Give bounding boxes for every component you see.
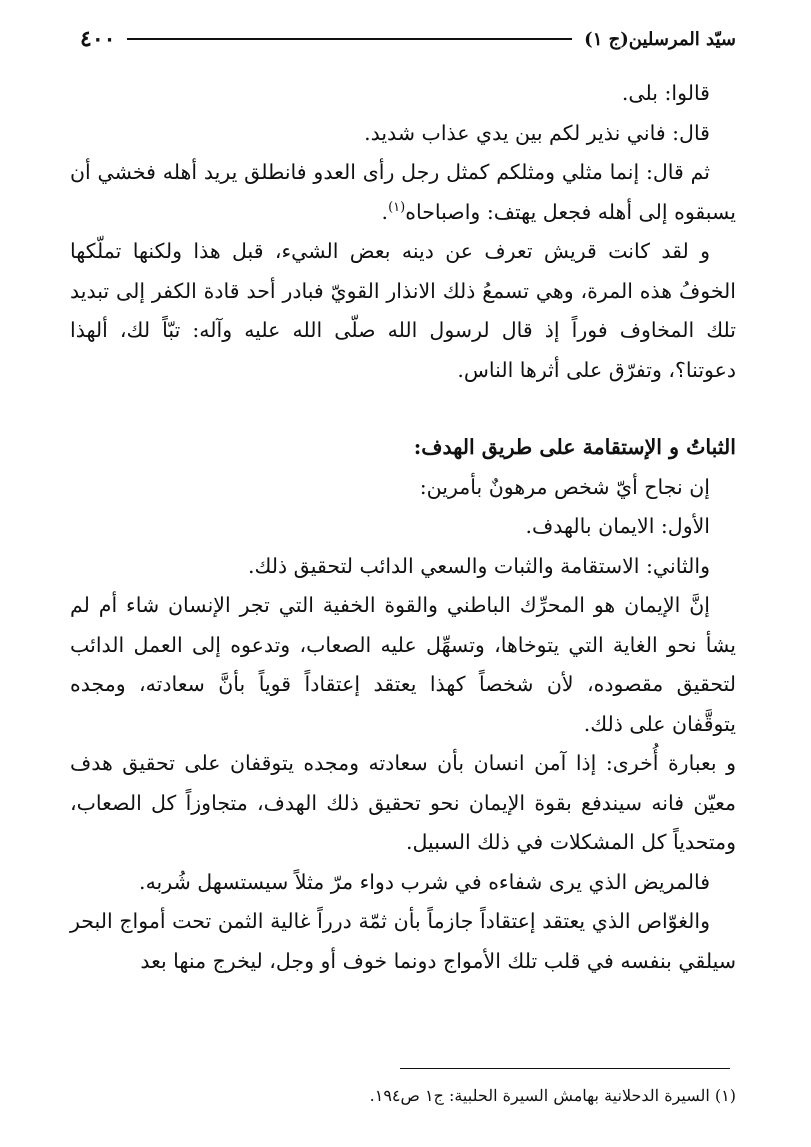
book-page	[70, 18, 736, 1128]
page-header	[70, 18, 736, 60]
paragraph: والغوّاص الذي يعتقد إعتقاداً جازماً بأن ثمّة درراً غالية الثمن تحت أمواج البحر سيلقي بنفسه في قلب تلك الأمواج دونما خوف أو وجل، ليخرج منها بعد	[70, 909, 736, 973]
paragraph: قالوا: بلى.	[621, 81, 710, 105]
paragraph-text: ثم قال: إنما مثلي ومثلكم كمثل رجل رأى العدو فانطلق يريد أهله فخشي أن يسبقوه إلى أهله فجعل يهتف: واصباحاه	[70, 160, 736, 224]
paragraph: فالمريض الذي يرى شفاءه في شرب دواء مرّ مثلاً سيستسهل شُربه.	[139, 869, 710, 894]
footnote-rule	[400, 1068, 730, 1069]
footnote-marker: (١)	[388, 199, 406, 215]
paragraph: الأول: الايمان بالهدف.	[525, 514, 710, 538]
paragraph: و بعبارة أُخرى: إذا آمن انسان بأن سعادته ومجده يتوقفان على تحقيق هدف معيّن فانه سيندفع بقوة الإيمان نحو تحقيق ذلك الهدف، متجاوزاً كل الصعاب، ومتحدياً كل المشكلات في ذلك السبيل.	[70, 751, 736, 854]
paragraph: إنَّ الإيمان هو المحرِّك الباطني والقوة الخفية التي تجر الإنسان شاء أم لم يشأ نحو الغاية التي يتوخاها، وتسهِّل عليه الصعاب، وتدعوه إلى العمل الدائب لتحقيق مقصوده، لأن شخصاً كهذا يعتقد إعتقاداً قوياً بأنَّ سعادته، ومجده يتوقَّفان على ذلك.	[70, 593, 736, 736]
page-number: ٤٠٠	[80, 26, 116, 52]
paragraph: و لقد كانت قريش تعرف عن دينه بعض الشيء، قبل هذا ولكنها تملّكها الخوفُ هذه المرة، وهي تسمعُ ذلك الانذار القويّ فبادر أحد قادة الكفر إلى تبديد تلك المخاوف فوراً إذ قال لرسول الله صلّى الله عليه وآله: تبّاً لك، ألهذا دعوتنا؟، وتفرّق على أثرها الناس.	[70, 239, 736, 382]
main-text	[70, 74, 736, 981]
paragraph: إن نجاح أيّ شخص مرهونٌ بأمرين:	[419, 474, 710, 499]
header-rule	[127, 38, 572, 40]
book-title: سيّد المرسلين(ج ١)	[584, 28, 736, 50]
paragraph: قال: فاني نذير لكم بين يدي عذاب شديد.	[364, 120, 710, 145]
footnote: (١) السيرة الدحلانية بهامش السيرة الحلبية: ج١ ص١٩٤.	[369, 1086, 736, 1105]
section-title: الثباتُ و الإستقامة على طريق الهدف:	[413, 435, 736, 459]
paragraph	[70, 153, 736, 232]
section-spacer	[70, 390, 736, 428]
paragraph-tail: .	[381, 199, 389, 224]
paragraph: والثاني: الاستقامة والثبات والسعي الدائب لتحقيق ذلك.	[248, 553, 710, 578]
